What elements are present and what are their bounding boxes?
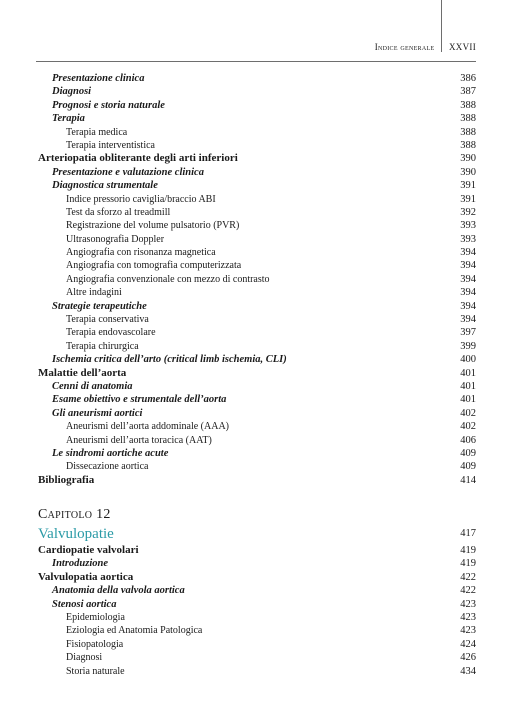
- toc-entry-page: 393: [460, 233, 476, 245]
- toc-entry[interactable]: [38, 460, 476, 473]
- toc-entry[interactable]: [38, 85, 476, 98]
- toc-entry[interactable]: [38, 380, 476, 393]
- toc-entry[interactable]: [38, 139, 476, 152]
- toc-entry[interactable]: [38, 434, 476, 447]
- toc-entry-title: Ultrasonografia Doppler: [66, 233, 165, 245]
- toc-entry-page: 422: [460, 585, 476, 597]
- toc-entry[interactable]: [38, 126, 476, 139]
- toc-entry-page: 409: [460, 447, 476, 459]
- toc-entry[interactable]: [38, 72, 476, 85]
- toc-entry[interactable]: [38, 99, 476, 112]
- toc-entry-title: Diagnostica strumentale: [52, 180, 158, 192]
- toc-entry-title: Cardiopatie valvolari: [38, 544, 139, 556]
- toc-entry-page: 388: [460, 113, 476, 125]
- toc-entry-title: Presentazione e valutazione clinica: [52, 166, 204, 178]
- toc-entry-title: Introduzione: [52, 558, 109, 570]
- toc-entry-title: Arteriopatia obliterante degli arti inferiori: [38, 152, 238, 165]
- toc-entry-title: Fisiopatologia: [66, 638, 124, 650]
- toc-entry[interactable]: [38, 638, 476, 651]
- toc-entry-page: 419: [460, 558, 476, 570]
- toc-entry[interactable]: [38, 407, 476, 420]
- chapter-title-row[interactable]: [38, 526, 476, 544]
- section-title: Indice generale: [374, 42, 435, 52]
- toc-entry-page: 414: [460, 474, 476, 486]
- toc-entry-page: 402: [460, 407, 476, 419]
- toc-entry[interactable]: [38, 353, 476, 366]
- toc-entry[interactable]: [38, 193, 476, 206]
- toc-entry-title: Malattie dell’aorta: [38, 366, 127, 379]
- toc-entry[interactable]: [38, 166, 476, 179]
- toc-entry-page: 406: [460, 434, 476, 446]
- toc-entry-page: 394: [460, 247, 476, 259]
- toc-entry[interactable]: [38, 598, 476, 611]
- toc-list: [38, 72, 476, 487]
- toc-entry[interactable]: [38, 313, 476, 326]
- toc-entry-page: 401: [460, 394, 476, 406]
- toc-entry-page: 434: [460, 665, 476, 677]
- toc-entry-title: Terapia medica: [66, 126, 128, 138]
- toc-entry-title: Aneurismi dell’aorta addominale (AAA): [66, 421, 230, 433]
- chapter-label: Capitolo 12: [38, 507, 111, 522]
- toc-entry[interactable]: [38, 624, 476, 637]
- toc-entry-title: Terapia endovascolare: [66, 327, 156, 339]
- chapter-page: 417: [460, 528, 476, 539]
- toc-entry-page: 393: [460, 220, 476, 232]
- toc-entry[interactable]: [38, 112, 476, 125]
- toc-entry[interactable]: [38, 340, 476, 353]
- toc-entry-title: Terapia chirurgica: [66, 340, 139, 352]
- toc-entry[interactable]: [38, 286, 476, 299]
- toc-entry-title: Angiografia con tomografia computerizzata: [66, 260, 242, 272]
- toc-entry[interactable]: [38, 219, 476, 232]
- toc-entry-title: Diagnosi: [66, 652, 103, 664]
- toc-entry-title: Terapia: [52, 113, 85, 125]
- toc-entry-title: Test da sforzo al treadmill: [66, 206, 171, 218]
- toc-entry-title: Esame obiettivo e strumentale dell’aorta: [52, 394, 227, 406]
- toc-entry-page: 409: [460, 461, 476, 473]
- toc-entry-page: 390: [460, 153, 476, 165]
- toc-entry-page: 394: [460, 273, 476, 285]
- toc-entry-page: 401: [460, 367, 476, 379]
- toc-entry-title: Epidemiologia: [66, 611, 125, 623]
- toc-entry[interactable]: [38, 474, 476, 487]
- page-number: XXVII: [449, 42, 476, 52]
- toc-entry-title: Angiografia con risonanza magnetica: [66, 247, 216, 259]
- toc-entry-page: 386: [460, 73, 476, 84]
- toc-entry-title: Indice pressorio caviglia/braccio ABI: [66, 193, 216, 205]
- toc-entry-page: 423: [460, 625, 476, 637]
- toc-entry-page: 422: [460, 571, 476, 583]
- toc-entry[interactable]: [38, 179, 476, 192]
- toc-entry[interactable]: [38, 665, 476, 678]
- toc-entry[interactable]: [38, 152, 476, 165]
- toc-entry-page: 391: [460, 193, 476, 205]
- toc-entry-title: Strategie terapeutiche: [52, 300, 147, 312]
- chapter-toc-list: [38, 544, 476, 678]
- toc-entry[interactable]: [38, 544, 476, 557]
- toc-entry-title: Terapia conservativa: [66, 314, 149, 326]
- toc-entry-title: Prognosi e storia naturale: [52, 99, 165, 111]
- toc-entry-title: Cenni di anatomia: [52, 380, 133, 392]
- toc-entry-page: 388: [460, 139, 476, 151]
- toc-entry-page: 399: [460, 340, 476, 352]
- toc-entry[interactable]: [38, 206, 476, 219]
- toc-entry-title: Storia naturale: [66, 665, 125, 677]
- toc-entry-page: 401: [460, 380, 476, 392]
- toc-entry-title: Diagnosi: [52, 86, 92, 98]
- toc-entry-page: 388: [460, 99, 476, 111]
- toc-entry-page: 402: [460, 421, 476, 433]
- toc-entry-title: Valvulopatia aortica: [38, 570, 134, 583]
- toc-entry[interactable]: [38, 447, 476, 460]
- toc-entry-page: 394: [460, 260, 476, 272]
- toc-entry[interactable]: [38, 557, 476, 570]
- toc-entry-title: Aneurismi dell’aorta toracica (AAT): [66, 434, 212, 446]
- toc-entry[interactable]: [38, 651, 476, 664]
- toc-entry-page: 394: [460, 287, 476, 299]
- toc-entry-page: 390: [460, 166, 476, 178]
- toc-entry[interactable]: [38, 300, 476, 313]
- toc-entry-page: 387: [460, 86, 476, 98]
- toc-entry-page: 424: [460, 638, 476, 650]
- toc-entry-page: 394: [460, 300, 476, 312]
- toc-entry[interactable]: [38, 611, 476, 624]
- toc-entry[interactable]: [38, 273, 476, 286]
- toc-entry-page: 400: [460, 354, 476, 366]
- toc-entry-page: 426: [460, 652, 476, 664]
- toc-entry-page: 391: [460, 180, 476, 192]
- toc-entry[interactable]: [38, 571, 476, 584]
- toc-entry-title: Stenosi aortica: [52, 598, 117, 610]
- toc-entry-page: 419: [460, 545, 476, 556]
- toc-entry-page: 394: [460, 314, 476, 326]
- toc-entry[interactable]: [38, 584, 476, 597]
- toc-entry-title: Eziologia ed Anatomia Patologica: [66, 625, 203, 637]
- toc-entry[interactable]: [38, 259, 476, 272]
- toc-entry-title: Ischemia critica dell’arto (critical limb ischemia, CLI): [52, 354, 287, 366]
- toc-entry-page: 392: [460, 206, 476, 218]
- toc-entry[interactable]: [38, 420, 476, 433]
- toc-entry[interactable]: [38, 246, 476, 259]
- running-header: [375, 42, 476, 52]
- toc-entry-title: Bibliografia: [38, 473, 95, 486]
- toc-entry-page: 423: [460, 598, 476, 610]
- toc-entry-title: Gli aneurismi aortici: [52, 407, 143, 419]
- toc-entry[interactable]: [38, 393, 476, 406]
- toc-entry-page: 423: [460, 611, 476, 623]
- header-rule: [36, 61, 476, 62]
- toc-entry-title: Terapia interventistica: [66, 139, 155, 151]
- toc-entry-title: Dissecazione aortica: [66, 461, 149, 473]
- toc-entry-title: Registrazione del volume pulsatorio (PVR): [66, 220, 240, 232]
- toc-entry[interactable]: [38, 367, 476, 380]
- toc-entry-page: 397: [460, 327, 476, 339]
- chapter-title: Valvulopatie: [38, 526, 114, 542]
- toc-entry-title: Presentazione clinica: [52, 73, 145, 84]
- toc-entry-title: Anatomia della valvola aortica: [52, 585, 185, 597]
- toc-entry-title: Altre indagini: [66, 287, 122, 299]
- toc-entry[interactable]: [38, 326, 476, 339]
- toc-entry-title: Le sindromi aortiche acute: [52, 447, 169, 459]
- toc-entry-page: 388: [460, 126, 476, 138]
- toc-entry-title: Angiografia convenzionale con mezzo di contrasto: [66, 273, 270, 285]
- toc-entry[interactable]: [38, 233, 476, 246]
